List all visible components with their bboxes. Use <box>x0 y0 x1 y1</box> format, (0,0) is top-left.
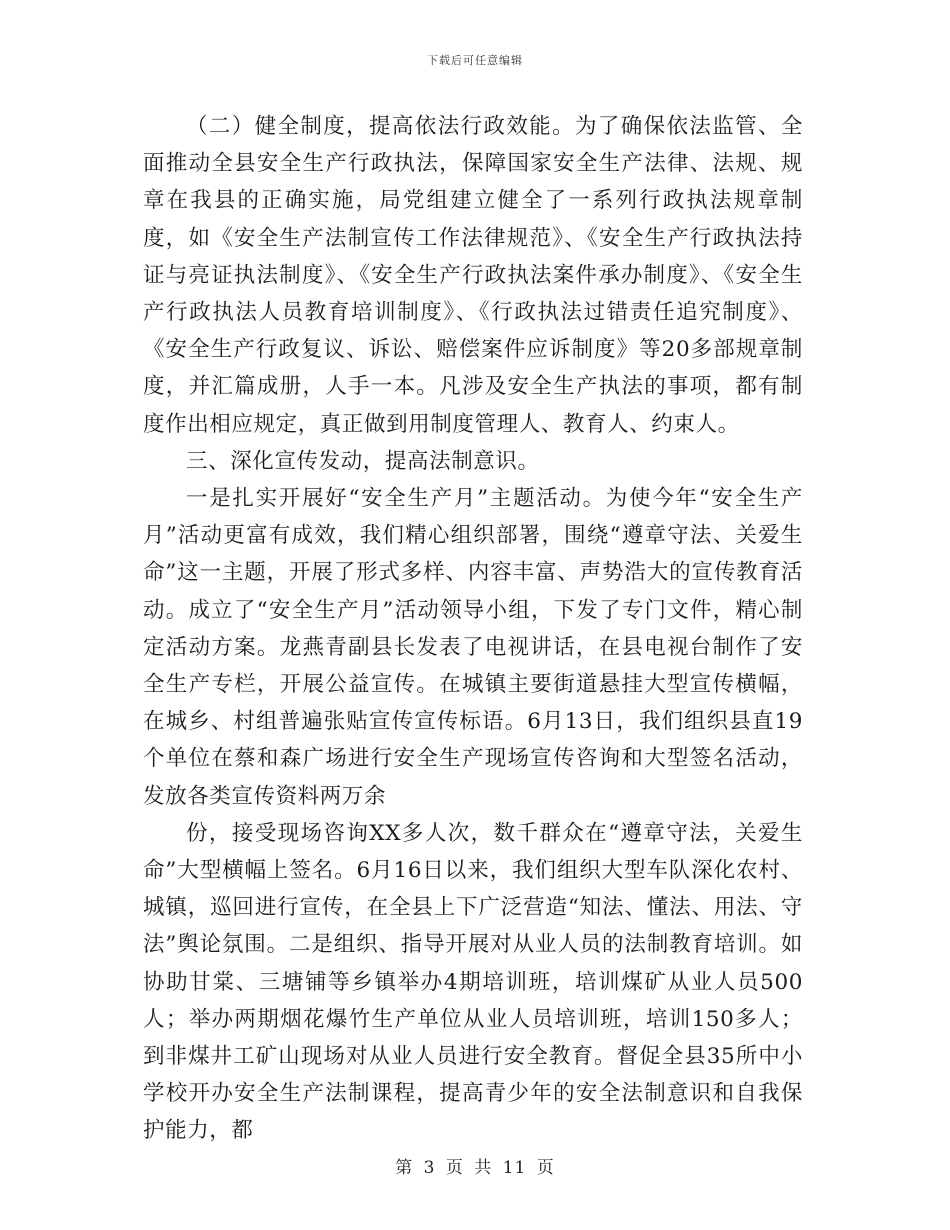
header-text: 下载后可任意编辑 <box>427 54 523 67</box>
footer-label-unit-end: 页 <box>536 1158 555 1178</box>
footer-label-page: 第 <box>395 1158 414 1178</box>
page-header <box>0 52 950 68</box>
page-footer <box>0 1153 950 1178</box>
footer-total-pages: 11 <box>502 1158 527 1178</box>
paragraph-training: 份，接受现场咨询XX多人次，数千群众在“遵章守法，关爱生命”大型横幅上签名。6月16日以来，我们组织大型车队深化农村、城镇，巡回进行宣传，在全县上下广泛营造“知法、懂法、用法、守法”舆论氛围。二是组织、指导开展对从业人员的法制教育培训。如协助甘棠、三塘铺等乡镇举办4期培训班，培训煤矿从业人员500人；举办两期烟花爆竹生产单位从业人员培训班，培训150多人；到非煤井工矿山现场对从业人员进行安全教育。督促全县35所中小学校开办安全生产法制课程，提高青少年的安全法制意识和自我保护能力，都 <box>143 820 803 1144</box>
section-heading-publicity: 三、深化宣传发动，提高法制意识。 <box>186 448 540 474</box>
document-body <box>143 108 803 1150</box>
paragraph-safety-month: 一是扎实开展好“安全生产月”主题活动。为使今年“安全生产月”活动更富有成效，我们精心组织部署，围绕“遵章守法、关爱生命”这一主题，开展了形式多样、内容丰富、声势浩大的宣传教育活动。成立了“安全生产月”活动领导小组，下发了专门文件，精心制定活动方案。龙燕青副县长发表了电视讲话，在县电视台制作了安全生产专栏，开展公益宣传。在城镇主要街道悬挂大型宣传横幅，在城乡、村组普遍张贴宣传宣传标语。6月13日，我们组织县直19个单位在蔡和森广场进行安全生产现场宣传咨询和大型签名活动，发放各类宣传资料两万余 <box>143 486 803 809</box>
footer-label-total: 共 <box>474 1158 493 1178</box>
footer-current-page: 3 <box>423 1158 436 1178</box>
paragraph-system-building: （二）健全制度，提高依法行政效能。为了确保依法监管、全面推动全县安全生产行政执法，保障国家安全生产法律、法规、规章在我县的正确实施，局党组建立健全了一系列行政执法规章制度，如《安全生产法制宣传工作法律规范》、《安全生产行政执法持证与亮证执法制度》、《安全生产行政执法案件承办制度》、《安全生产行政执法人员教育培训制度》、《行政执法过错责任追究制度》、《安全生产行政复议、诉讼、赔偿案件应诉制度》等20多部规章制度，并汇篇成册，人手一本。凡涉及安全生产执法的事项，都有制度作出相应规定，真正做到用制度管理人、教育人、约束人。 <box>143 114 803 437</box>
footer-label-unit: 页 <box>445 1158 464 1178</box>
